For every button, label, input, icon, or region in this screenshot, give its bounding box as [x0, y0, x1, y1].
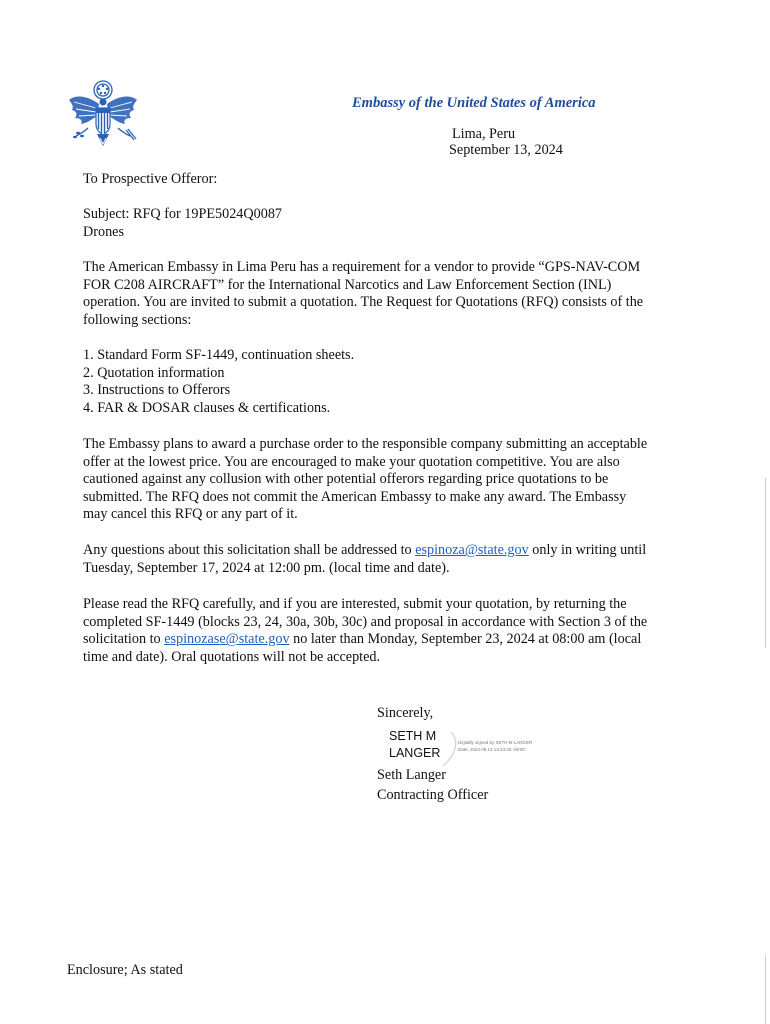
instructions-paragraph-block [83, 596, 653, 666]
rfq-section-item: 1. Standard Form SF-1449, continuation sheets. [83, 347, 355, 363]
place-date-block [449, 126, 563, 158]
instructions-text-before: Please read the RFQ carefully, and if you are interested, submit your quotation, by returning the completed SF-1449 (blocks 23, 24, 30a, 30b, 30c) and proposal in accordance with Section 3 of the solicitation to [83, 596, 648, 648]
signer-name: Seth Langer [377, 767, 446, 783]
great-seal-icon [66, 78, 140, 152]
questions-text-before: Any questions about this solicitation shall be addressed to [83, 542, 416, 558]
subject-line: Subject: RFQ for 19PE5024Q0087 [83, 206, 283, 222]
letter-date: September 13, 2024 [449, 142, 563, 158]
enclosure-note: Enclosure; As stated [67, 962, 183, 978]
place: Lima, Peru [452, 126, 516, 142]
intro-paragraph: The American Embassy in Lima Peru has a requirement for a vendor to provide “GPS-NAV-COM FOR C208 AIRCRAFT” for the International Narcotics and Law Enforcement Section (INL) operation. You are invited to submit a quotation. The Request for Quotations (RFQ) consists of the following sections: [83, 259, 644, 328]
questions-text-after: only in writing until Tuesday, September 17, 2024 at 12:00 pm. (local time and date). [83, 542, 647, 576]
instructions-text-after: no later than Monday, September 23, 2024 at 08:00 am (local time and date). Oral quotations will not be accepted. [83, 631, 642, 665]
questions-paragraph [83, 542, 653, 577]
embassy-title: Embassy of the United States of America [352, 95, 596, 111]
questions-paragraph-block [83, 542, 653, 577]
signer-title: Contracting Officer [377, 787, 489, 803]
instructions-paragraph [83, 596, 653, 666]
questions-email-link[interactable]: espinoza@state.gov [415, 542, 529, 558]
salutation-block [83, 171, 653, 189]
award-paragraph: The Embassy plans to award a purchase order to the responsible company submitting an acceptable offer at the lowest price. You are encouraged to make your quotation competitive. You are also cautioned against any collusion with other potential offerors regarding price quotations to be submitted. The RFQ does not commit the American Embassy to make any award. The Embassy may cancel this RFQ or any part of it. [83, 436, 648, 523]
salutation: To Prospective Offeror: [83, 171, 218, 187]
rfq-section-item: 3. Instructions to Offerors [83, 382, 231, 399]
rfq-sections [83, 347, 653, 417]
signature-name-line1: SETH M [389, 729, 437, 743]
page-edge-divider [765, 955, 766, 1024]
signature-meta-line2: Date: 2024.09.13 13:44:33 -05'00' [458, 747, 526, 752]
subject-block [83, 206, 653, 241]
page-edge-divider [765, 478, 766, 648]
signature-metadata [458, 739, 532, 753]
closing: Sincerely, [377, 705, 434, 721]
signature-meta-line1: Digitally signed by SETH M LANGER [458, 740, 533, 745]
subject-item: Drones [83, 223, 124, 240]
rfq-section-item: 2. Quotation information [83, 364, 225, 381]
rfq-section-list [83, 347, 653, 417]
submission-email-link[interactable]: espinozase@state.gov [164, 631, 290, 648]
rfq-section-item: 4. FAR & DOSAR clauses & certifications. [83, 399, 331, 416]
intro-paragraph-block [83, 259, 653, 329]
signature-name-line2: LANGER [389, 746, 441, 760]
signer-block [377, 765, 488, 805]
digital-signature [389, 728, 569, 768]
award-paragraph-block [83, 436, 653, 524]
